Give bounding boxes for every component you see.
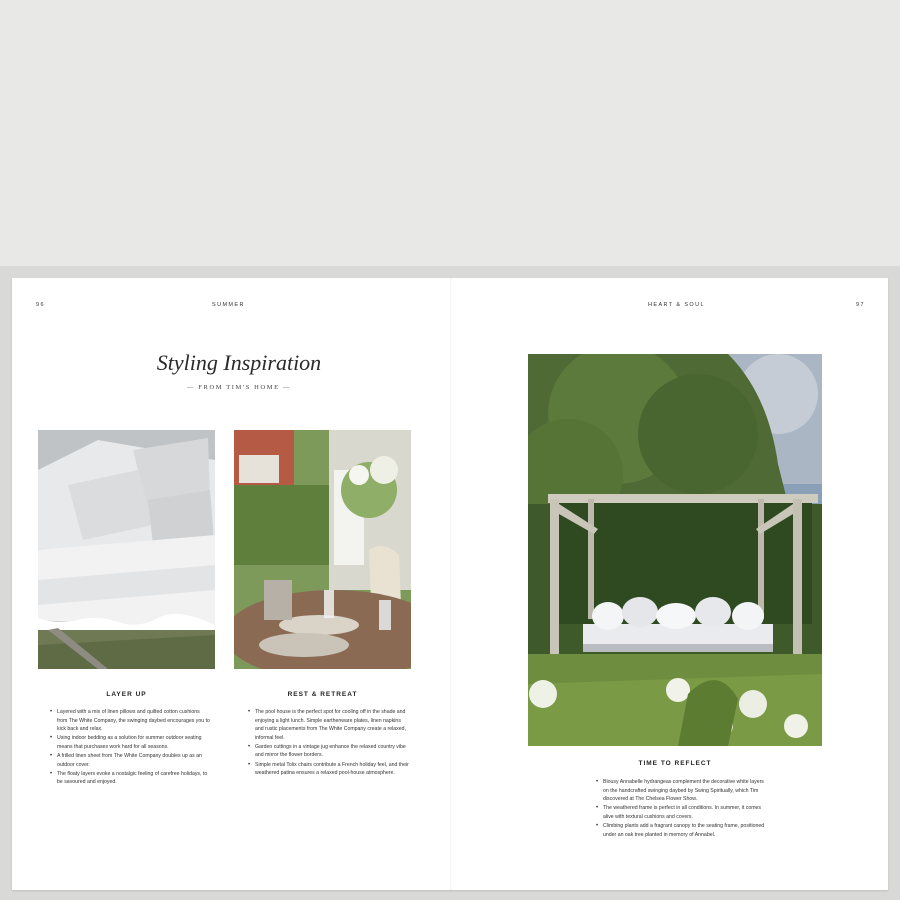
book: [0, 266, 900, 900]
bullet-list-time-to-reflect: [596, 778, 766, 840]
bullet-list-layer-up: [50, 708, 210, 787]
page-title: Styling Inspiration: [156, 350, 322, 375]
bullet-item: • Blousy Annabelle hydrangeas complement the decorative white layers on the handcrafted swinging daybed by Swing Spiritually, which Tim discovered at The Chelsea Flower Show.: [596, 778, 766, 804]
photo-garden-swing-daybed: [528, 354, 822, 746]
magazine-spread: [12, 278, 888, 890]
bullet-list-rest-retreat: [248, 708, 410, 778]
running-head-left: SUMMER: [212, 302, 245, 308]
bullet-item: • The floaty layers evoke a nostalgic feeling of carefree holidays, to be savoured and enjoyed.: [50, 770, 210, 787]
section-heading-time-to-reflect: TIME TO REFLECT: [638, 760, 712, 767]
page-gutter: [450, 278, 452, 890]
section-heading-rest-retreat: REST & RETREAT: [287, 691, 358, 698]
section-heading-layer-up: LAYER UP: [106, 691, 147, 698]
page-subtitle: — FROM TIM'S HOME —: [186, 384, 292, 391]
bullet-item: • The pool house is the perfect spot for cooling off in the shade and enjoying a light lunch. Simple earthenware plates, linen napkins and rustic placements from The White Company create a relaxed, informal feel.: [248, 708, 410, 742]
page-number-right: 97: [856, 302, 865, 308]
bullet-item: • A frilled linen sheet from The White Company doubles up as an outdoor cover.: [50, 752, 210, 769]
bullet-item: • Simple metal Tolix chairs contribute a French holiday feel, and their weathered patina ensures a relaxed pool-house atmosphere.: [248, 761, 410, 778]
photo-daybed-pillows: [38, 430, 215, 669]
page-number-left: 96: [36, 302, 45, 308]
running-head-right: HEART & SOUL: [648, 302, 705, 308]
bullet-item: • The weathered frame is perfect in all conditions. In summer, it comes alive with textural cushions and covers.: [596, 804, 766, 821]
bullet-item: • Using indoor bedding as a solution for summer outdoor seating means that purchases work hard for all seasons.: [50, 734, 210, 751]
photo-pool-house-lunch: [234, 430, 411, 669]
bullet-item: • Climbing plants add a fragrant canopy to the seating frame, positioned under an oak tree planted in memory of Annabel.: [596, 822, 766, 839]
bullet-item: • Layered with a mix of linen pillows and quilted cotton cushions from The White Company, the swinging daybed encourages you to kick back and relax.: [50, 708, 210, 734]
bullet-item: • Garden cuttings in a vintage jug enhance the relaxed country vibe and mirror the flower borders.: [248, 743, 410, 760]
